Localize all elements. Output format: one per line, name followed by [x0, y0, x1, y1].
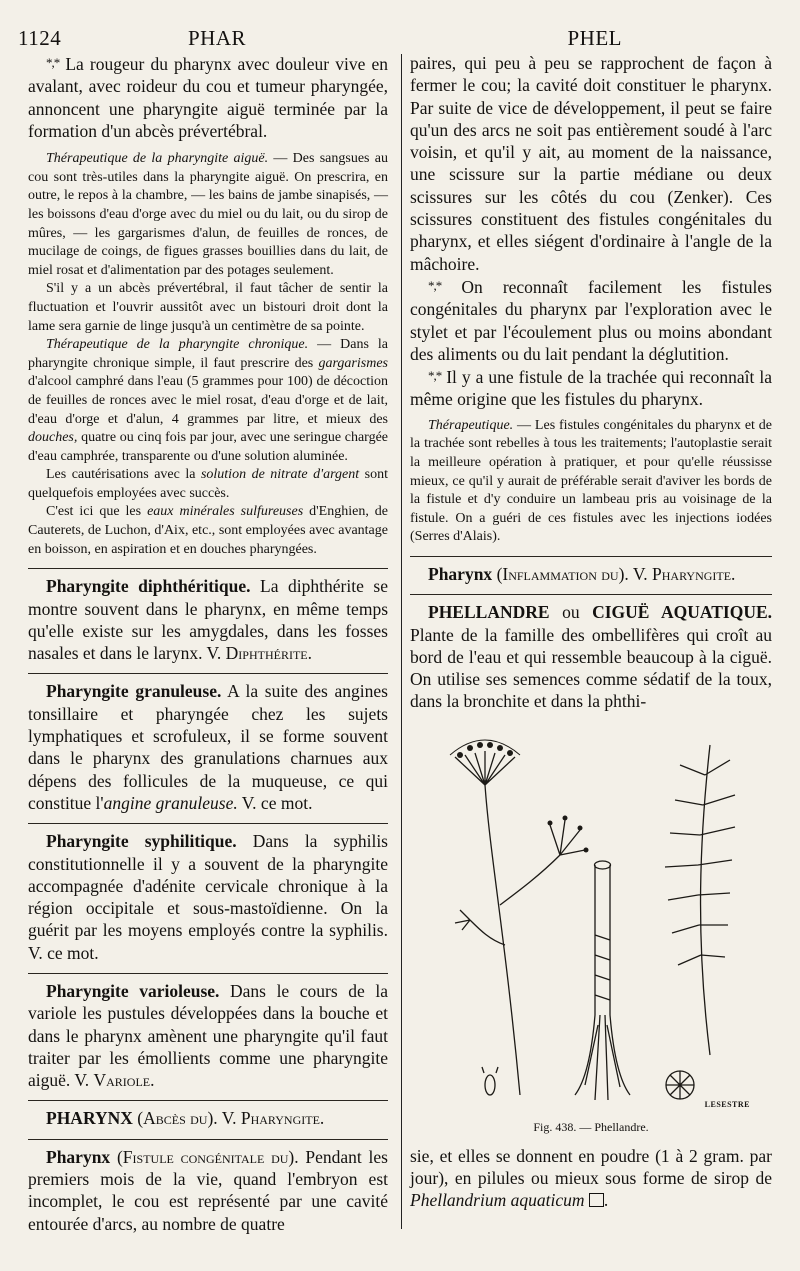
entry-text: La diphthérite se montre souvent dans le pharynx, en même temps qu'elle existe sur les amygdales, dans les fosses nasales et dans le larynx. V.	[28, 576, 388, 664]
cross-reference: Pharyngite.	[240, 1108, 325, 1129]
paragraph	[28, 336, 388, 466]
paragraph-text: — Des sangsues au cou sont très-utiles dans la pharyngite aiguë. On prescrira, en outre, le repos à la chambre, — les bains de jambe sinapisés, — les boissons d'eau d'orge avec du miel ou du lait, ou du sirop de mûres, — les gargarismes d'alun, de feuilles de ronces, de mucilage de coings, de figues grasses bouillies dans du lait, de miel rosat et d'alimentation par des potages seulement.	[28, 151, 388, 278]
entry-separator	[28, 1139, 388, 1140]
emphasis: eaux minérales sulfureuses	[147, 504, 304, 520]
entry-separator	[28, 823, 388, 824]
cross-reference: Pharyngite.	[652, 563, 736, 584]
paragraph	[28, 52, 388, 142]
paragraph-text: S'il y a un abcès prévertébral, il faut tâcher de sentir la fluctuation et l'ouvrir aussitôt avec un bistouri droit dont la lame sera garnie de linge jusqu'à un centimètre de sa pointe.	[28, 281, 388, 334]
paragraph	[410, 52, 772, 275]
entry-text: A la suite des angines tonsillaire et pharyngée chez les sujets lymphatiques et scrofuleux, il se forme souvent dans le pharynx des granulations charnues aux dépens des follicules de la muqueuse, ce qui constitue l'	[28, 681, 388, 813]
entry-separator	[28, 568, 388, 569]
dictionary-entry	[28, 1107, 388, 1129]
paragraph	[410, 417, 772, 547]
emphasis: Phellandrium aquaticum	[410, 1190, 585, 1211]
running-header	[18, 26, 782, 54]
paragraph-text: sie, et elles se donnent en poudre (1 à 2 gram. par jour), en pilules ou mieux sous forme de sirop de	[410, 1145, 772, 1188]
entry-separator	[410, 556, 772, 557]
paragraph	[28, 280, 388, 336]
entry-title: Pharyngite syphilitique.	[46, 831, 237, 852]
subheading: Thérapeutique de la pharyngite aiguë.	[46, 151, 269, 167]
paragraph-text: C'est ici que les	[46, 504, 142, 520]
paragraph	[28, 466, 388, 503]
paragraph-text: On reconnaît facilement les fistules congénitales du pharynx par l'exploration avec le stylet et par l'écoulement plus ou moins abondant des aliments ou du lait pendant la déglutition.	[410, 276, 772, 364]
paragraph	[410, 275, 772, 365]
entry-separator	[28, 973, 388, 974]
paragraph	[410, 365, 772, 411]
entry-subtitle: (Fistule congénitale du).	[116, 1146, 299, 1167]
asterism-icon: *,*	[428, 368, 442, 384]
entry-title: Pharynx	[46, 1146, 111, 1167]
dictionary-entry	[28, 680, 388, 814]
entry-text: Dans la syphilis constitutionnelle il y a souvent de la pharyngite accompagnée d'adénite cervicale chronique à la région occipitale et sous-mastoïdienne. On la guérit par les moyens employés contre la syphilis. V. ce mot.	[28, 831, 388, 963]
entry-title: Pharyngite diphthéritique.	[46, 576, 251, 597]
paragraph-text: d'alcool camphré dans l'eau (5 grammes pour 100) de décoction de feuilles de ronces avec le miel rosat, d'eau d'orge et de lait, d'eau d'orge et d'alun, 4 grammes par litre, et mieux des	[28, 374, 388, 427]
emphasis: douches,	[28, 430, 78, 446]
page-number: 1124	[18, 26, 62, 50]
entry-text: (Abcès du). V.	[137, 1108, 237, 1129]
entry-separator	[28, 1100, 388, 1101]
paragraph-text: paires, qui peu à peu se rapprochent de façon à fermer le cou; la cavité doit constituer le pharynx. Par suite de vice de développement, il peut se faire qu'un des arcs ne soit pas entièrement soudé à l'arc voisin, et qu'il y ait, au moment de la naissance, une scissure sur la partie médiane ou deux scissures sur les côtés du cou (Zenker). Ces scissures constituent des fistules congénitales du pharynx, et elles siégent d'ordinaire à l'angle de la mâchoire.	[410, 53, 772, 274]
entry-text: Pendant les premiers mois de la vie, quand l'embryon est incomplet, le cou est représenté par une cavité entourée d'arcs, au nombre de quatre	[28, 1146, 388, 1234]
entry-text: Dans le cours de la variole les pustules développées dans la bouche et dans le pharynx amènent une pharyngite qu'il faut traiter par les émollients comme une pharyngite aiguë. V.	[28, 981, 389, 1091]
emphasis: gargarismes	[318, 355, 388, 371]
paragraph	[410, 1145, 772, 1212]
dictionary-entry	[410, 563, 772, 585]
engraver-signature: LESESTRE	[704, 1099, 750, 1109]
column-rule	[401, 54, 402, 1229]
paragraph-text: — Les fistules congénitales du pharynx et de la trachée sont rebelles à tous les traitements; l'autoplastie serait la meilleure opération à pratiquer, et pour qu'elle réussisse mieux, ce qu'il y aurait de préférable serait d'aviver les bords de la fistule et d'y conduire un lambeau pris au voisinage de la fistule. On a guéri de ces fistules avec les injections iodées (Serres d'Alais).	[410, 417, 773, 545]
paragraph-text: quatre ou cinq fois par jour, avec une seringue chargée d'eau camphrée, transparente ou d'une solution aluminée.	[28, 430, 389, 464]
left-running-head: PHAR	[188, 26, 247, 50]
entry-title: PHELLANDRE	[428, 602, 550, 623]
dictionary-entry	[28, 575, 388, 664]
emphasis: angine granuleuse.	[103, 792, 238, 813]
cross-reference: Variole.	[93, 1070, 155, 1091]
entry-text: ou	[562, 602, 580, 623]
paragraph-text: .	[603, 1190, 609, 1211]
paragraph	[28, 503, 388, 559]
asterism-icon: *,*	[428, 277, 442, 293]
entry-text: Plante de la famille des ombellifères qui croît au bord de l'eau et qui ressemble beaucoup à la ciguë. On utilise ses semences comme sédatif de la toux, dans la bronchite et dans la phthi-	[410, 624, 772, 712]
entry-title: CIGUË AQUATIQUE.	[592, 602, 773, 623]
entry-title: Pharyngite granuleuse.	[46, 681, 222, 702]
paragraph-text: d'Enghien, de Cauterets, de Luchon, d'Aix, etc., sont employées avec avantage en boisson, en aspiration et en douches pharyngées.	[28, 504, 389, 557]
asterism-icon: *,*	[46, 55, 60, 70]
dictionary-entry	[28, 1146, 388, 1235]
emphasis: solution de nitrate d'argent	[200, 467, 360, 483]
paragraph-text: — Dans la pharyngite chronique simple, il faut prescrire des	[28, 337, 388, 371]
paragraph	[28, 150, 388, 280]
subheading: Thérapeutique.	[428, 417, 514, 433]
paragraph-text: Il y a une fistule de la trachée qui reconnaît la même origine que les fistules du pharynx.	[410, 367, 773, 410]
paragraph-text: La rougeur du pharynx avec douleur vive en avalant, avec roideur du cou et tumeur pharyngée, annoncent une pharyngite aiguë terminée par la formation d'un abcès prévertébral.	[28, 54, 388, 141]
square-box-icon	[589, 1193, 604, 1207]
left-column	[28, 52, 388, 1235]
entry-title: Pharynx	[428, 563, 493, 584]
entry-text: (Inflammation du). V.	[496, 563, 648, 584]
paragraph-text: sont quelquefois employées avec succès.	[28, 467, 389, 501]
entry-separator	[410, 594, 772, 595]
paragraph-text: Les cautérisations avec la	[46, 467, 196, 483]
right-column	[410, 52, 772, 1212]
right-running-head: PHEL	[567, 26, 622, 50]
subheading: Thérapeutique de la pharyngite chronique.	[46, 337, 309, 353]
figure-caption: Fig. 438. — Phellandre.	[533, 1119, 649, 1134]
entry-title: PHARYNX	[46, 1108, 133, 1129]
dictionary-entry	[28, 980, 388, 1091]
cross-reference: Diphthérite.	[225, 643, 312, 664]
phellandre-figure	[410, 715, 772, 1145]
entry-title: Pharyngite varioleuse.	[46, 981, 220, 1001]
entry-text: V. ce mot.	[241, 792, 313, 813]
dictionary-entry	[410, 601, 772, 712]
phellandre-illustration	[410, 715, 772, 1115]
dictionary-entry	[28, 830, 388, 964]
entry-separator	[28, 673, 388, 674]
